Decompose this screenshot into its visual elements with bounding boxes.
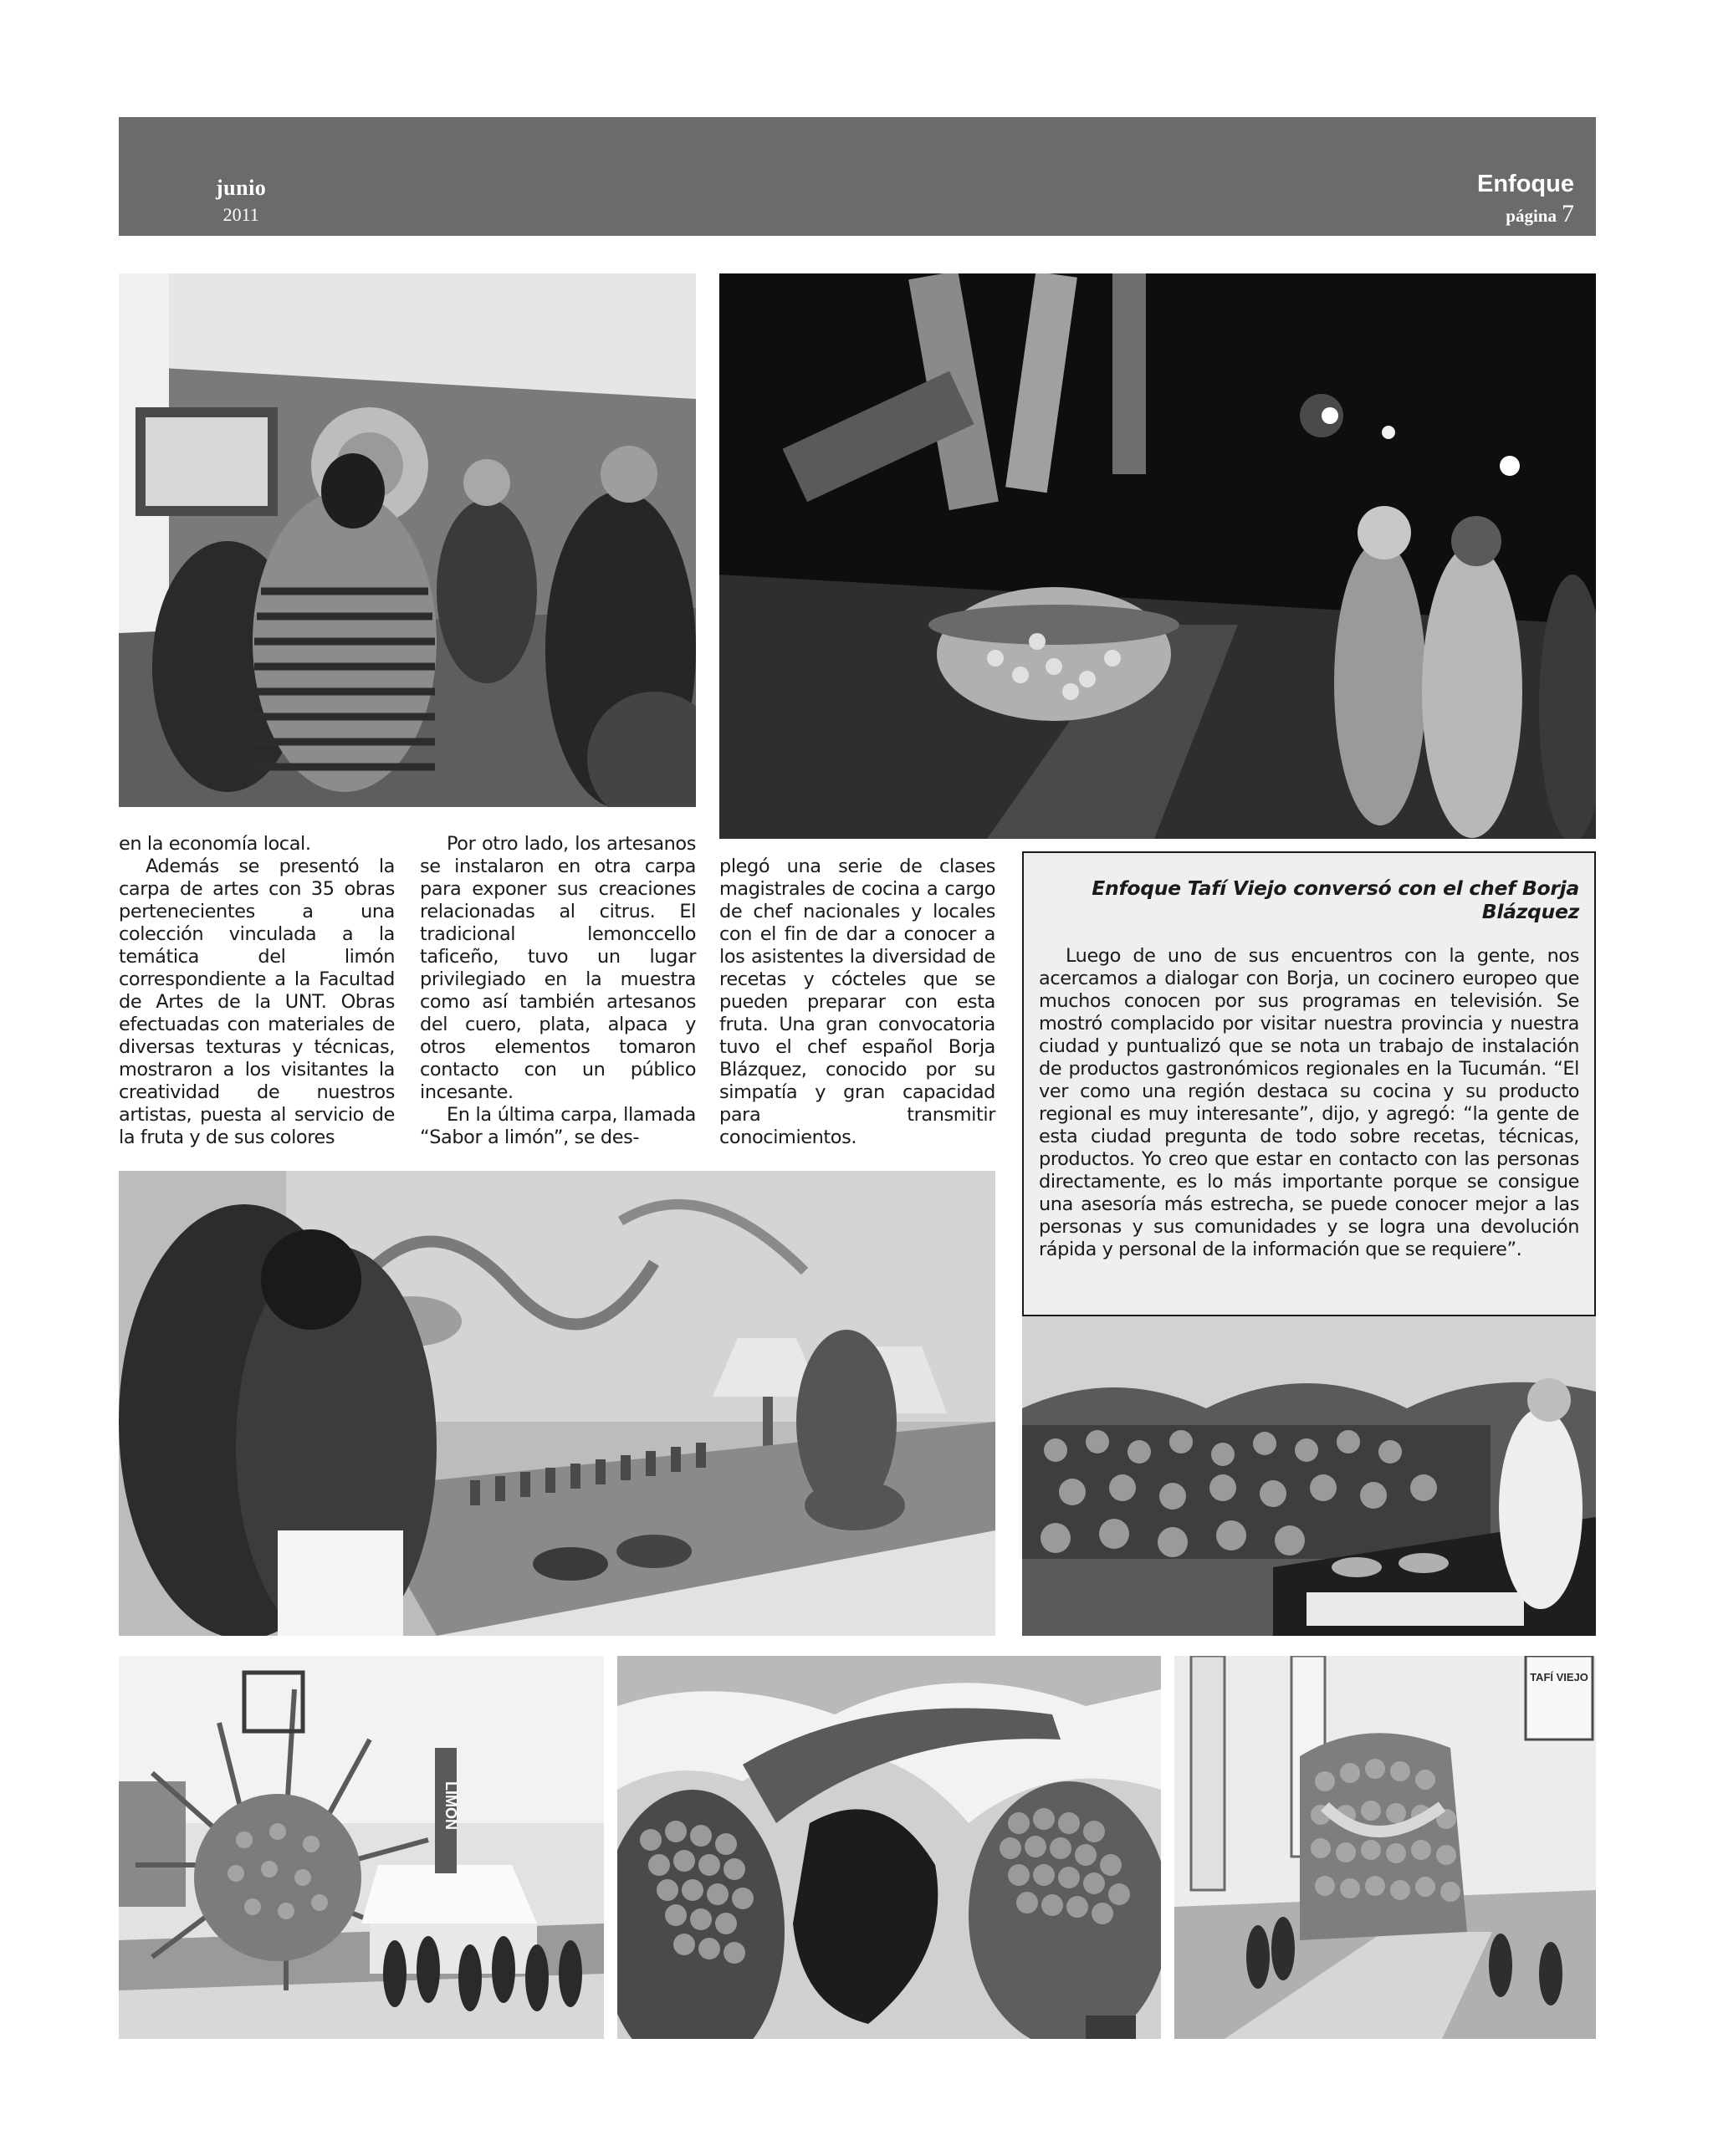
- limon-sign-text: LIMÓN: [442, 1781, 459, 1830]
- page-indicator: [1477, 200, 1574, 228]
- issue-date: [216, 176, 266, 226]
- article-column-2: [420, 833, 696, 1149]
- section-name: Enfoque: [1477, 171, 1574, 197]
- interview-sidebar: [1022, 851, 1596, 1316]
- section-info: [1477, 171, 1574, 228]
- column-paragraph: plegó una serie de clases magistrales de cocina a cargo de chef nacionales y locales con el fin de dar a conocer a los asistentes la diversidad de recetas y cócteles que se pueden preparar con esta fruta. Una gran convocatoria tuvo el chef español Borja Blázquez, conocido por su simpatía y gran capacidad para transmitir conocimientos.: [719, 856, 995, 1148]
- sidebar-body: Luego de uno de sus encuentros con la gente, nos acercamos a dialogar con Borja, un cocinero europeo que muchos conocen por sus programas en televisión. Se mostró complacido por visitar nuestra provincia y nuestra ciudad y puntualizó que se nota un trabajo de instalación de productos gastronómicos regionales en la Tucumán. “El ver como una región destaca su cocina y su producto regional es muy interesante”, dijo, y agregó: “la gente de esta ciudad pregunta de todo sobre recetas, técnicas, productos. Yo creo que estar en contacto con las personas directamente, es lo más importante porque se consigue una asesoría más estrecha, se puede conocer mejor a las personas y sus comunidades y se logra una devolución rápida y personal de la información que se requiere”.: [1039, 945, 1579, 1260]
- photo-lemon-sculpture: [617, 1656, 1161, 2039]
- article-column-3: [719, 856, 995, 1149]
- issue-year: 2011: [222, 204, 259, 225]
- article-column-1: [119, 833, 395, 1149]
- photo-spiky-sculpture: [119, 1656, 604, 2039]
- page-number: 7: [1562, 200, 1574, 227]
- sidebar-title: Enfoque Tafí Viejo conversó con el chef Borja Blázquez: [1092, 876, 1579, 923]
- photo-night-street: [719, 273, 1596, 839]
- photo-crafts-stall: [119, 1171, 995, 1636]
- photo-cooking-class: [1022, 1316, 1596, 1636]
- column-paragraph: Por otro lado, los artesanos se instalaron en otra carpa para exponer sus creaciones relacionadas al citrus. El tradicional lemonccello taficeño, tuvo un lugar privilegiado en la muestra como así también artesanos del cuero, plata, alpaca y otros elementos tomaron contacto con un público incesante.: [420, 833, 696, 1103]
- column-paragraph: en la economía local.: [119, 833, 311, 855]
- page-label: página: [1506, 206, 1557, 226]
- tafi-sign-text: TAFÍ VIEJO: [1530, 1671, 1588, 1683]
- column-paragraph: En la última carpa, llamada “Sabor a limón”, se des-: [420, 1104, 696, 1148]
- photo-art-tent: [119, 273, 696, 807]
- photo-lemon-tent: [1174, 1656, 1596, 2039]
- column-paragraph: Además se presentó la carpa de artes con 35 obras pertenecientes a una colección vinculada a la temática del limón correspondiente a la Facultad de Artes de la UNT. Obras efectuadas con materiales de diversas texturas y técnicas, mostraron a los visitantes la creatividad de nuestros artistas, puesta al servicio de la fruta y de sus colores: [119, 856, 395, 1148]
- page-header: [119, 117, 1596, 236]
- issue-month: junio: [216, 176, 267, 200]
